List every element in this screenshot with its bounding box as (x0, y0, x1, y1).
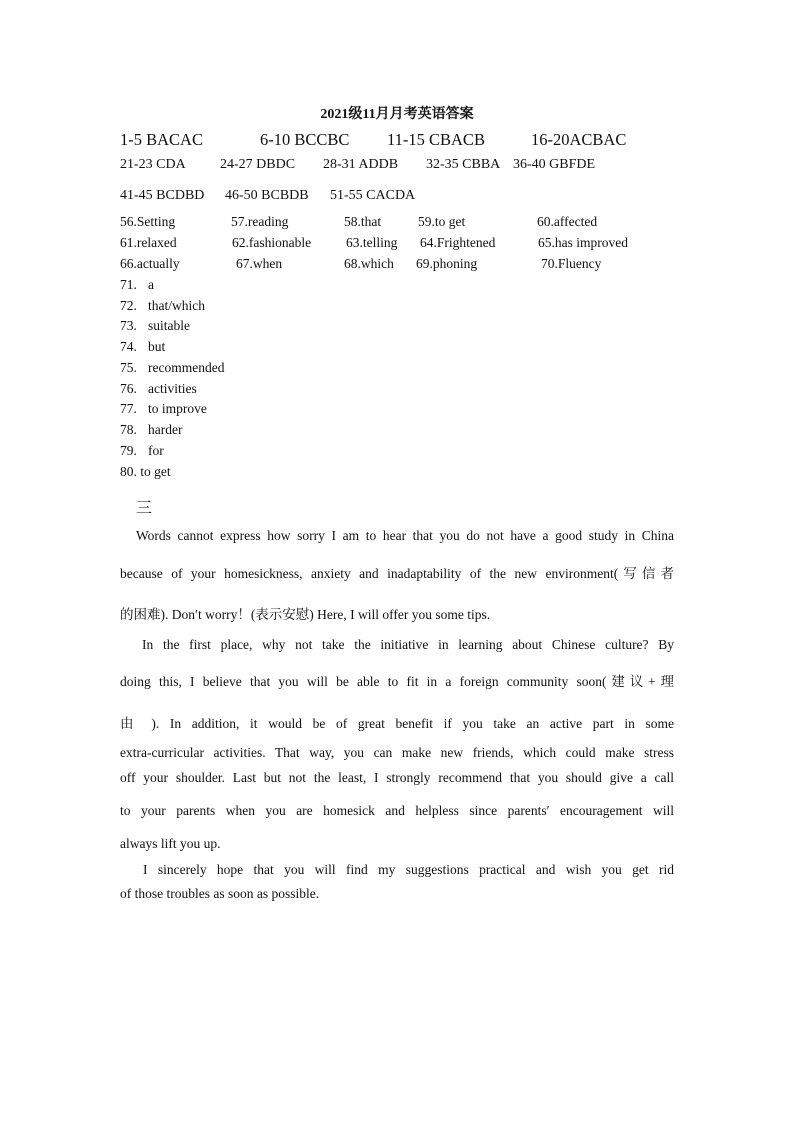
essay-line: off your shoulder. Last but not the least, I strongly recommend that you should give a call (120, 770, 674, 785)
answer-item: 60.affected (537, 214, 598, 229)
list-item (120, 360, 224, 376)
answer-group: 41-45 BCDBD (120, 188, 205, 203)
page-title: 2021级11月月考英语答案 (320, 107, 474, 122)
answer-group: 6-10 BCCBC (260, 130, 350, 149)
item-answer: to improve (148, 401, 207, 416)
essay-line: because of your homesickness, anxiety and inadaptability of the new environment(写信者 (120, 566, 674, 581)
answer-item: 69.phoning (416, 256, 478, 271)
list-item (120, 318, 190, 334)
section-heading: 三 (136, 500, 153, 517)
list-item: 80. to get (120, 464, 171, 479)
item-answer: recommended (148, 360, 225, 375)
answer-item: 68.which (344, 256, 394, 271)
answer-group: 16-20ACBAC (531, 130, 627, 149)
answer-item: 57.reading (231, 214, 289, 229)
item-number: 73. (120, 318, 137, 333)
item-number: 74. (120, 339, 137, 354)
list-item (120, 339, 165, 355)
answer-group: 11-15 CBACB (387, 130, 485, 149)
answer-item: 56.Setting (120, 214, 176, 229)
answer-item: 66.actually (120, 256, 180, 271)
answer-item: 62.fashionable (232, 235, 312, 250)
answer-item: 58.that (344, 214, 382, 229)
item-number: 72. (120, 298, 137, 313)
answer-group: 51-55 CACDA (330, 188, 416, 203)
answer-group: 24-27 DBDC (220, 157, 296, 172)
list-item (120, 422, 182, 438)
item-number: 78. (120, 422, 137, 437)
list-item (120, 401, 207, 417)
essay-line: In the first place, why not take the initiative in learning about Chinese culture? By (142, 637, 674, 652)
essay-line: to your parents when you are homesick and helpless since parents′ encouragement will (120, 803, 674, 818)
list-item (120, 298, 205, 314)
essay-line: I sincerely hope that you will find my suggestions practical and wish you get rid (143, 862, 674, 877)
list-item (120, 443, 164, 459)
answer-item: 70.Fluency (541, 256, 602, 271)
item-answer: harder (148, 422, 183, 437)
answer-item: 61.relaxed (120, 235, 177, 250)
answer-item: 65.has improved (538, 235, 628, 250)
answer-group: 28-31 ADDB (323, 157, 399, 172)
essay-line: always lift you up. (120, 836, 221, 851)
essay-line: doing this, I believe that you will be able to fit in a foreign community soon(建议+理 (120, 674, 674, 689)
item-answer: but (148, 339, 166, 354)
answer-item: 64.Frightened (420, 235, 496, 250)
essay-line: 的困难). Don′t worry！(表示安慰) Here, I will offer you some tips. (120, 607, 491, 622)
item-number: 71. (120, 277, 137, 292)
essay-line: Words cannot express how sorry I am to hear that you do not have a good study in China (136, 528, 674, 543)
item-number: 77. (120, 401, 137, 416)
item-answer: a (148, 277, 154, 292)
answer-group: 21-23 CDA (120, 157, 186, 172)
item-answer: suitable (148, 318, 190, 333)
answer-group: 32-35 CBBA (426, 157, 501, 172)
essay-line: of those troubles as soon as possible. (120, 886, 320, 901)
list-item (120, 277, 154, 293)
answer-item: 59.to get (418, 214, 466, 229)
item-number: 76. (120, 381, 137, 396)
essay-line: extra-curricular activities. That way, you can make new friends, which could make stress (120, 745, 674, 760)
item-answer: activities (148, 381, 197, 396)
answer-item: 63.telling (346, 235, 398, 250)
item-number: 79. (120, 443, 137, 458)
item-number: 75. (120, 360, 137, 375)
answer-group: 46-50 BCBDB (225, 188, 309, 203)
answer-group: 36-40 GBFDE (513, 157, 596, 172)
answer-item: 67.when (236, 256, 283, 271)
item-answer: for (148, 443, 164, 458)
item-answer: that/which (148, 298, 205, 313)
list-item (120, 381, 197, 397)
answer-group: 1-5 BACAC (120, 130, 203, 149)
essay-line: 由 ). In addition, it would be of great benefit if you take an active part in some (120, 716, 674, 731)
